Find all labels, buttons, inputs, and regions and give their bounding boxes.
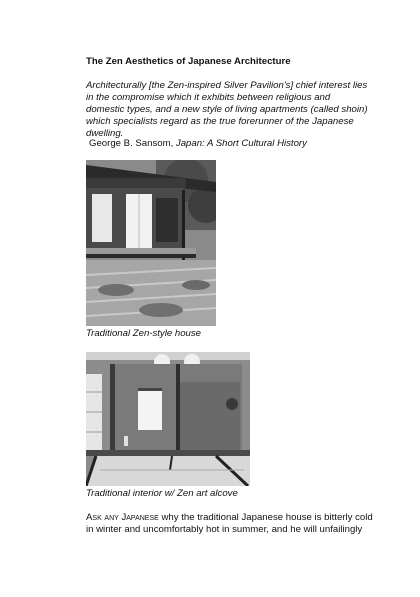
figure-caption: Traditional interior w/ Zen art alcove: [86, 488, 238, 499]
body-paragraph: [86, 512, 406, 536]
lead-smallcaps: Ask any Japanese: [86, 512, 159, 523]
quote-line: dwelling.: [86, 128, 124, 139]
quote-line: domestic types, and a new style of living apartments (called shoin): [86, 104, 368, 115]
body-line: [86, 512, 406, 524]
quote-attribution: [89, 138, 307, 149]
attribution-author: George B. Sansom,: [89, 138, 176, 149]
block-quote: [86, 80, 404, 140]
figure-caption: Traditional Zen-style house: [86, 328, 202, 339]
body-line: in winter and uncomfortably hot in summer, and he will unfailingly: [86, 524, 363, 535]
quote-line: which specialists regard as the true forerunner of the Japanese: [86, 116, 354, 127]
quote-line: in the compromise which it exhibits between religious and: [86, 92, 331, 103]
page-title: The Zen Aesthetics of Japanese Architecture: [86, 56, 291, 67]
zen-house-photo: [86, 160, 216, 326]
attribution-work: Japan: A Short Cultural History: [175, 138, 307, 149]
zen-interior-photo: [86, 352, 250, 486]
body-line-rest: why the traditional Japanese house is bitterly cold: [158, 512, 373, 523]
quote-line: Architecturally [the Zen-inspired Silver Pavilion's] chief interest lies: [86, 80, 368, 91]
